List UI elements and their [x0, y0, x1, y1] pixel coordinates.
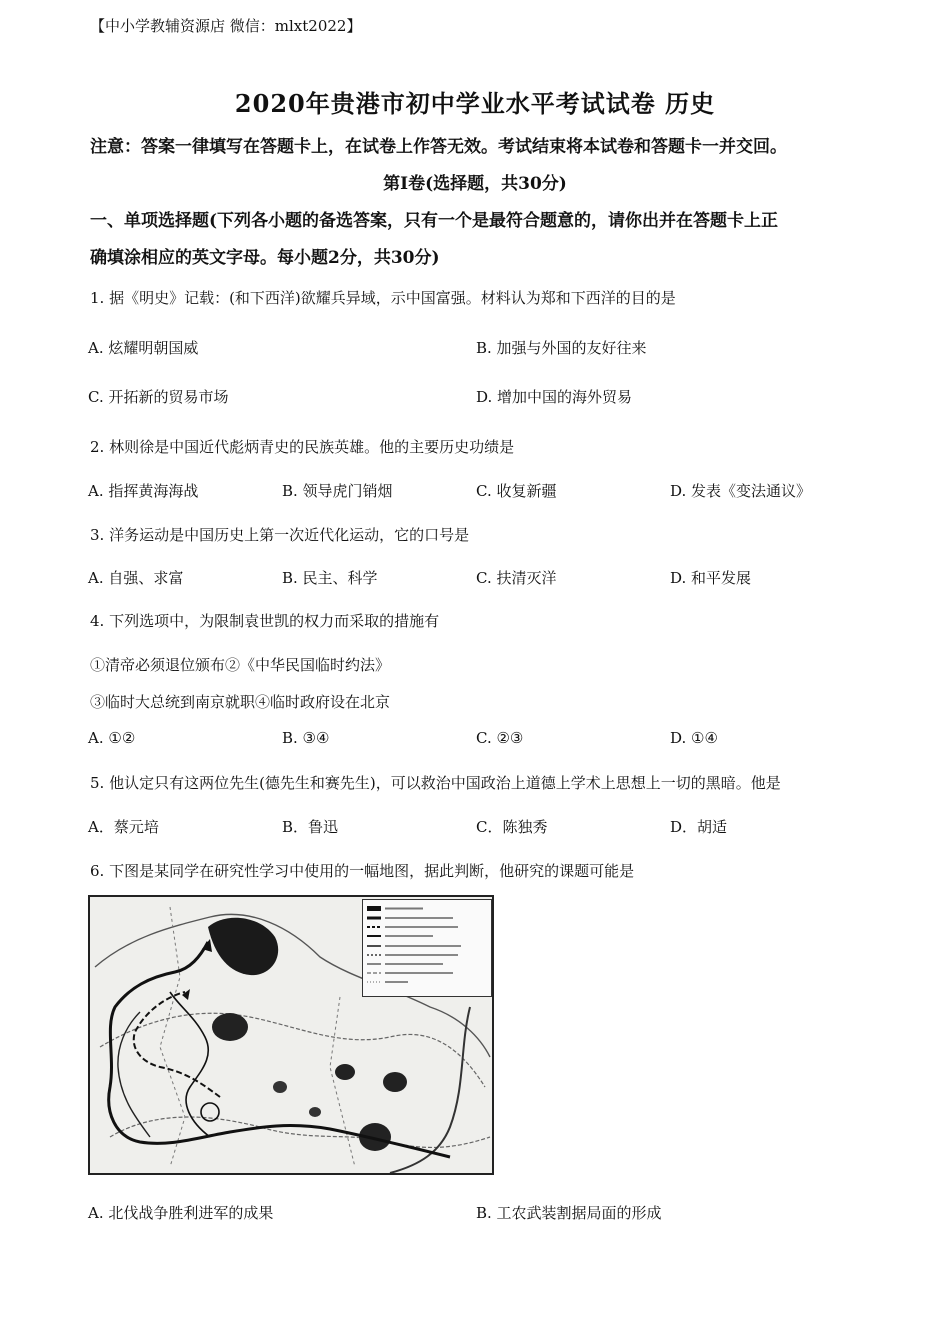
question-2-option-c: C. 收复新疆 — [476, 482, 557, 500]
question-3-option-a: A. 自强、求富 — [88, 569, 184, 587]
question-5-option-c: C．陈独秀 — [476, 818, 548, 836]
question-1-option-d: D. 增加中国的海外贸易 — [476, 388, 633, 406]
page-title: 2020年贵港市初中学业水平考试试卷 历史 — [234, 89, 716, 118]
question-4-stem: 4. 下列选项中，为限制袁世凯的权力而采取的措施有 — [90, 612, 440, 630]
question-2-option-d: D. 发表《变法通议》 — [670, 482, 812, 500]
question-3-option-d: D. 和平发展 — [670, 569, 752, 587]
question-4-option-c: C. ②③ — [476, 729, 524, 747]
watermark-header: 【中小学教辅资源店 微信：mlxt2022】 — [90, 17, 362, 35]
question-3-stem: 3. 洋务运动是中国历史上第一次近代化运动，它的口号是 — [90, 526, 470, 544]
question-6-stem: 6. 下图是某同学在研究性学习中使用的一幅地图，据此判断，他研究的课题可能是 — [90, 862, 635, 880]
question-3-option-b: B. 民主、科学 — [282, 569, 378, 587]
question-5-stem: 5. 他认定只有这两位先生(德先生和赛先生)，可以救治中国政治上道德上学术上思想上一切的黑暗。他是 — [90, 774, 781, 792]
question-1-option-b: B. 加强与外国的友好往来 — [476, 339, 647, 357]
map-legend — [362, 899, 492, 997]
question-1-option-a: A. 炫耀明朝国威 — [88, 339, 199, 357]
question-2-stem: 2. 林则徐是中国近代彪炳青史的民族英雄。他的主要历史功绩是 — [90, 438, 515, 456]
question-5-option-a: A．蔡元培 — [88, 818, 159, 836]
question-4-option-a: A. ①② — [88, 729, 136, 747]
question-6-map — [88, 895, 494, 1175]
question-1-option-c: C. 开拓新的贸易市场 — [88, 388, 229, 406]
question-5-option-b: B．鲁迅 — [282, 818, 339, 836]
exam-notice: 注意：答案一律填写在答题卡上，在试卷上作答无效。考试结束将本试卷和答题卡一并交回。 — [90, 137, 787, 157]
question-6-option-b: B. 工农武装割据局面的形成 — [476, 1204, 662, 1222]
question-6-option-a: A. 北伐战争胜利进军的成果 — [88, 1204, 274, 1222]
question-2-option-b: B. 领导虎门销烟 — [282, 482, 393, 500]
question-4-item-1: ①清帝必须退位颁布②《中华民国临时约法》 — [90, 656, 391, 674]
instruction-line-2: 确填涂相应的英文字母。每小题2分，共30分) — [90, 248, 440, 268]
question-5-option-d: D．胡适 — [670, 818, 728, 836]
question-4-option-d: D. ①④ — [670, 729, 718, 747]
question-3-option-c: C. 扶清灭洋 — [476, 569, 557, 587]
section-heading: 第Ⅰ卷(选择题，共30分) — [383, 174, 567, 194]
question-1-stem: 1. 据《明史》记载：(和下西洋)欲耀兵异域，示中国富强。材料认为郑和下西洋的目的是 — [90, 289, 676, 307]
instruction-line-1: 一、单项选择题(下列各小题的备选答案，只有一个是最符合题意的，请你出并在答题卡上正 — [90, 211, 779, 231]
question-4-item-2: ③临时大总统到南京就职④临时政府设在北京 — [90, 693, 391, 711]
question-2-option-a: A. 指挥黄海海战 — [88, 482, 199, 500]
question-4-option-b: B. ③④ — [282, 729, 330, 747]
